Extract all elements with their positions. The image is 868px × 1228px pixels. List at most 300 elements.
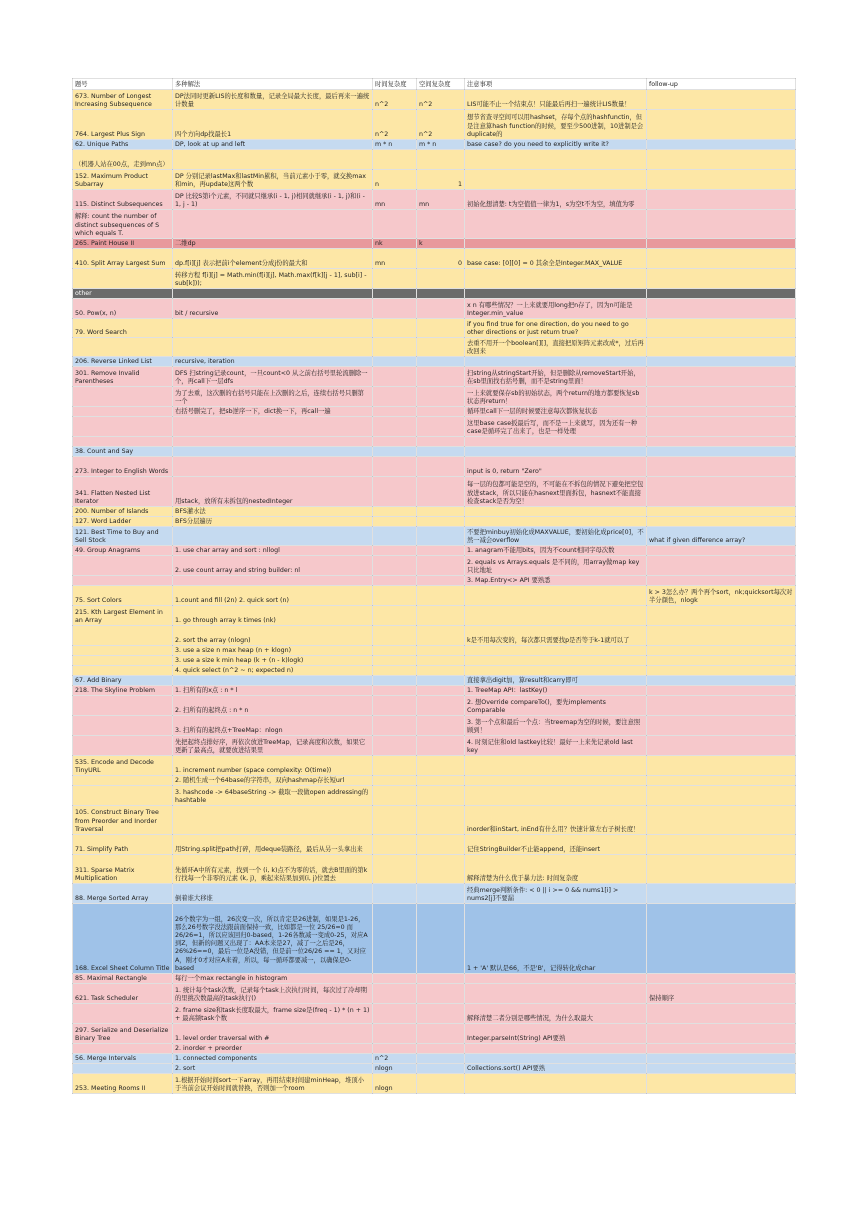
- cell-space-complexity: n^2: [417, 90, 465, 110]
- cell-notes: [465, 150, 647, 170]
- cell-notes: 循环里call下一层的时候要注意每次都恢复状态: [465, 407, 647, 417]
- header-cell-time: 时间复杂度: [373, 79, 417, 90]
- cell-follow-up: [647, 786, 796, 806]
- cell-space-complexity: [417, 387, 465, 407]
- cell-space-complexity: [417, 884, 465, 904]
- cell-problem: 50. Pow(x, n): [73, 299, 173, 319]
- cell-solution: 26个数字为一组，26次变一次，所以肯定是26进制，如果是1-26，那么26号数字没法跟前面保持一致，比如都是一位 25/26=0 而26/26=1，所以应该回归0-based，1-26各数减一变成0-25，对应A到Z，但新的问题又出现了：AA本来是27，减了一之后是26，26%26==0，最后一位是A没错，但是前一位26/26 == 1，又对应A，刚才0才对应A来着，所以，每一循环都要减一，以确保是0-based: [173, 904, 373, 974]
- table-row: [73, 736, 796, 756]
- table-row: [73, 686, 796, 696]
- cell-notes: Collections.sort() API要熟: [465, 1064, 647, 1074]
- cell-problem: [73, 716, 173, 736]
- cell-time-complexity: [373, 447, 417, 457]
- cell-notes: Integer.parseInt(String) API要熟: [465, 1024, 647, 1044]
- header-cell-notes: 注意事项: [465, 79, 647, 90]
- cell-follow-up: [647, 1064, 796, 1074]
- cell-solution: 2. sort: [173, 1064, 373, 1074]
- cell-problem: 127. Word Ladder: [73, 517, 173, 527]
- cell-solution: 2. sort the array (nlogn): [173, 626, 373, 646]
- cell-solution: BFS灌水法: [173, 507, 373, 517]
- cell-solution: 1. 统计每个task次数，记录每个task上次执行时间，每次过了冷却期的里挑次数最高的task执行(): [173, 984, 373, 1004]
- table-row: [73, 269, 796, 289]
- cell-time-complexity: [373, 1024, 417, 1044]
- header-cell-problem: 题号: [73, 79, 173, 90]
- cell-solution: [173, 676, 373, 686]
- cell-time-complexity: mn: [373, 190, 417, 210]
- table-row: [73, 666, 796, 676]
- cell-space-complexity: m * n: [417, 140, 465, 150]
- cell-follow-up: [647, 835, 796, 855]
- cell-time-complexity: m * n: [373, 140, 417, 150]
- cell-problem: [73, 576, 173, 586]
- cell-space-complexity: [417, 517, 465, 527]
- cell-problem: 38. Count and Say: [73, 447, 173, 457]
- cell-solution: 2. 随机生成一个64base的字符串，双向hashmap存长短url: [173, 776, 373, 786]
- cell-time-complexity: [373, 457, 417, 477]
- cell-solution: 3. use a size n max heap (n + klogn): [173, 646, 373, 656]
- cell-time-complexity: [373, 507, 417, 517]
- cell-time-complexity: [373, 546, 417, 556]
- cell-space-complexity: [417, 646, 465, 656]
- table-row: [73, 756, 796, 776]
- table-row: [73, 150, 796, 170]
- cell-solution: 3. hashcode -> 64baseString -> 截取一段做open addressing的hashtable: [173, 786, 373, 806]
- cell-problem: 200. Number of Islands: [73, 507, 173, 517]
- cell-solution: 2. inorder + preorder: [173, 1044, 373, 1054]
- cell-time-complexity: [373, 417, 417, 437]
- cell-follow-up: [647, 696, 796, 716]
- cell-notes: LIS可能不止一个结束点！只能最后再扫一遍统计LIS数量！: [465, 90, 647, 110]
- cell-notes: [465, 357, 647, 367]
- cell-follow-up: [647, 140, 796, 150]
- cell-notes: 3. 第一个点和最后一个点：当treemap为空的时候，要注意照顾到！: [465, 716, 647, 736]
- cell-notes: 这里base case扳最后写，而不是一上来就写，因为还有一种case是循环完了出来了，也是一样处理: [465, 417, 647, 437]
- cell-space-complexity: [417, 984, 465, 1004]
- cell-solution: 倒着谁大移谁: [173, 884, 373, 904]
- cell-follow-up: [647, 716, 796, 736]
- cell-notes: 3. Map.Entry<> API 要熟悉: [465, 576, 647, 586]
- cell-space-complexity: [417, 507, 465, 517]
- cell-notes: [465, 984, 647, 1004]
- cell-problem: [73, 1004, 173, 1024]
- cell-time-complexity: [373, 150, 417, 170]
- cell-notes: [465, 974, 647, 984]
- table-row: [73, 676, 796, 686]
- cell-solution: [173, 289, 373, 299]
- cell-space-complexity: [417, 606, 465, 626]
- cell-solution: 二维dp: [173, 239, 373, 249]
- cell-space-complexity: [417, 319, 465, 338]
- cell-follow-up: [647, 190, 796, 210]
- cell-space-complexity: [417, 457, 465, 477]
- cell-problem: 168. Excel Sheet Column Title: [73, 904, 173, 974]
- cell-problem: 297. Serialize and Deserialize Binary Tree: [73, 1024, 173, 1044]
- cell-problem: [73, 776, 173, 786]
- cell-problem: 215. Kth Largest Element in an Array: [73, 606, 173, 626]
- cell-time-complexity: nlogn: [373, 1074, 417, 1094]
- table-row: [73, 1054, 796, 1064]
- cell-follow-up: [647, 806, 796, 835]
- cell-time-complexity: [373, 716, 417, 736]
- cell-space-complexity: [417, 1064, 465, 1074]
- cell-problem: [73, 556, 173, 576]
- table-row: [73, 517, 796, 527]
- notes-table: [72, 78, 796, 1094]
- cell-solution: [173, 338, 373, 357]
- table-row: [73, 90, 796, 110]
- cell-time-complexity: [373, 776, 417, 786]
- cell-notes: [465, 1044, 647, 1054]
- table-row: [73, 556, 796, 576]
- cell-problem: 621. Task Scheduler: [73, 984, 173, 1004]
- cell-follow-up: k > 3怎么办？两个再个sort，nk;quicksort每次对半分颜色，nlogk: [647, 586, 796, 606]
- cell-problem: 206. Reverse Linked List: [73, 357, 173, 367]
- cell-notes: 1. anagram不能用bits，因为不count相同字母次数: [465, 546, 647, 556]
- cell-follow-up: 保持顺序: [647, 984, 796, 1004]
- cell-problem: [73, 1064, 173, 1074]
- cell-space-complexity: [417, 527, 465, 546]
- cell-time-complexity: [373, 338, 417, 357]
- cell-solution: [173, 806, 373, 835]
- cell-solution: 2. 扫所有的起终点 : n * n: [173, 696, 373, 716]
- cell-notes: [465, 776, 647, 786]
- cell-solution: [173, 527, 373, 546]
- table-row: [73, 249, 796, 269]
- table-row: [73, 299, 796, 319]
- cell-problem: 253. Meeting Rooms II: [73, 1074, 173, 1094]
- table-row: [73, 855, 796, 884]
- cell-follow-up: [647, 367, 796, 387]
- cell-notes: 去重不用开一个boolean[][]，直接把原矩阵元素改成*，过后再改回来: [465, 338, 647, 357]
- cell-problem: [73, 786, 173, 806]
- cell-notes: [465, 269, 647, 289]
- cell-space-complexity: [417, 357, 465, 367]
- table-row: [73, 576, 796, 586]
- cell-space-complexity: 1: [417, 170, 465, 190]
- cell-solution: [173, 457, 373, 477]
- cell-notes: x n 有哪些情况？一上来就要用long把n存了，因为n可能是Integer.min_value: [465, 299, 647, 319]
- cell-notes: [465, 517, 647, 527]
- cell-problem: 67. Add Binary: [73, 676, 173, 686]
- cell-problem: 218. The Skyline Problem: [73, 686, 173, 696]
- cell-space-complexity: [417, 447, 465, 457]
- cell-space-complexity: [417, 666, 465, 676]
- cell-time-complexity: [373, 517, 417, 527]
- table-row: [73, 884, 796, 904]
- cell-follow-up: [647, 437, 796, 447]
- table-row: [73, 140, 796, 150]
- cell-notes: 直接拿出digit加，算result和carry即可: [465, 676, 647, 686]
- cell-space-complexity: [417, 289, 465, 299]
- table-body: [73, 79, 796, 1094]
- cell-solution: 3. use a size k min heap (k + (n - k)logk): [173, 656, 373, 666]
- table-row: [73, 170, 796, 190]
- table-row: [73, 656, 796, 666]
- cell-time-complexity: [373, 357, 417, 367]
- cell-notes: 1. TreeMap API：lastKey(): [465, 686, 647, 696]
- table-row: [73, 407, 796, 417]
- cell-follow-up: [647, 676, 796, 686]
- cell-notes: k是不用每次变的，每次都只需要找p是否等于k-1就可以了: [465, 626, 647, 646]
- cell-notes: 不要把minbuy初始化成MAXVALUE，要初始化成price[0]，不然一减会overflow: [465, 527, 647, 546]
- cell-time-complexity: n^2: [373, 110, 417, 140]
- table-row: [73, 507, 796, 517]
- cell-time-complexity: nk: [373, 239, 417, 249]
- cell-follow-up: [647, 736, 796, 756]
- cell-space-complexity: [417, 477, 465, 507]
- table-row: [73, 1044, 796, 1054]
- cell-time-complexity: [373, 884, 417, 904]
- cell-problem: 解释: count the number of distinct subsequences of S which equals T.: [73, 210, 173, 239]
- cell-solution: [173, 210, 373, 239]
- cell-solution: [173, 150, 373, 170]
- cell-problem: 49. Group Anagrams: [73, 546, 173, 556]
- cell-time-complexity: [373, 606, 417, 626]
- table-row: [73, 1024, 796, 1044]
- cell-time-complexity: [373, 586, 417, 606]
- cell-follow-up: [647, 90, 796, 110]
- cell-notes: [465, 170, 647, 190]
- cell-notes: [465, 756, 647, 776]
- header-cell-followup: follow-up: [647, 79, 796, 90]
- cell-follow-up: [647, 576, 796, 586]
- cell-time-complexity: [373, 1044, 417, 1054]
- cell-notes: [465, 786, 647, 806]
- cell-follow-up: [647, 626, 796, 646]
- cell-solution: 3. 扫所有的起终点+TreeMap：nlogn: [173, 716, 373, 736]
- cell-space-complexity: [417, 786, 465, 806]
- cell-time-complexity: nlogn: [373, 1064, 417, 1074]
- cell-notes: 1 + 'A' 默认是66，不是'B'，记得转化成char: [465, 904, 647, 974]
- cell-notes: [465, 210, 647, 239]
- cell-problem: [73, 417, 173, 437]
- cell-follow-up: [647, 776, 796, 786]
- table-row: [73, 974, 796, 984]
- cell-time-complexity: [373, 1004, 417, 1024]
- cell-follow-up: [647, 249, 796, 269]
- cell-notes: 想节省查寻空间可以用hashset，存每个点的hashfunctin，但是注意算hash function的时候，要至少500进制，10进制是会duplicate的: [465, 110, 647, 140]
- cell-space-complexity: [417, 756, 465, 776]
- cell-solution: 每行一个max rectangle in histogram: [173, 974, 373, 984]
- table-row: [73, 776, 796, 786]
- cell-space-complexity: [417, 1054, 465, 1064]
- cell-notes: [465, 289, 647, 299]
- cell-solution: 四个方向dp找最长1: [173, 110, 373, 140]
- cell-problem: [73, 338, 173, 357]
- cell-notes: if you find true for one direction, do you need to go other directions or just return true?: [465, 319, 647, 338]
- cell-follow-up: [647, 884, 796, 904]
- cell-follow-up: [647, 239, 796, 249]
- spreadsheet: [72, 78, 795, 1094]
- cell-problem: 121. Best Time to Buy and Sell Stock: [73, 527, 173, 546]
- cell-follow-up: [647, 407, 796, 417]
- table-row: [73, 110, 796, 140]
- cell-problem: 265. Paint House II: [73, 239, 173, 249]
- cell-follow-up: [647, 110, 796, 140]
- cell-problem: [73, 626, 173, 646]
- table-row: [73, 835, 796, 855]
- cell-solution: 为了去重，这次删的右括号只能在上次删的之后，连续右括号只删第一个: [173, 387, 373, 407]
- cell-notes: [465, 437, 647, 447]
- cell-problem: other: [73, 289, 173, 299]
- cell-notes: 扫string从stringStart开始，但是删除从removeStart开始，在sb里面找右括号删，而不是string里面！: [465, 367, 647, 387]
- cell-solution: bit / recursive: [173, 299, 373, 319]
- cell-solution: 1.根据开始时间sort一下array，再用结束时间建minHeap，堆顶小于当前会议开始时间就替换，否则加一个room: [173, 1074, 373, 1094]
- header-cell-solutions: 多种解法: [173, 79, 373, 90]
- cell-space-complexity: [417, 150, 465, 170]
- cell-problem: [73, 656, 173, 666]
- table-row: [73, 319, 796, 338]
- cell-notes: 2. equals vs Arrays.equals 是不同的，用array做map key只比地址: [465, 556, 647, 576]
- table-row: [73, 984, 796, 1004]
- cell-notes: 4. 时刻记住和old lastkey比较！最好一上来先记录old last key: [465, 736, 647, 756]
- cell-problem: 56. Merge Intervals: [73, 1054, 173, 1064]
- cell-solution: 先把起终点排好序，再依次放进TreeMap，记录高度和次数，如果它更新了最高点，就要放进结果里: [173, 736, 373, 756]
- cell-notes: [465, 1054, 647, 1064]
- cell-follow-up: [647, 477, 796, 507]
- cell-time-complexity: [373, 835, 417, 855]
- table-row: [73, 646, 796, 656]
- cell-time-complexity: [373, 656, 417, 666]
- cell-time-complexity: [373, 437, 417, 447]
- cell-notes: 初始化想清楚: t为空值值一律为1，s为空t不为空，填值为零: [465, 190, 647, 210]
- cell-time-complexity: [373, 367, 417, 387]
- cell-space-complexity: [417, 626, 465, 646]
- cell-notes: [465, 447, 647, 457]
- cell-solution: 1. 扫所有的x点 : n * l: [173, 686, 373, 696]
- table-row: [73, 606, 796, 626]
- table-row: [73, 457, 796, 477]
- cell-time-complexity: [373, 904, 417, 974]
- cell-space-complexity: k: [417, 239, 465, 249]
- cell-time-complexity: [373, 786, 417, 806]
- cell-follow-up: what if given difference array?: [647, 527, 796, 546]
- cell-space-complexity: [417, 269, 465, 289]
- cell-solution: DP 分别记录lastMax和lastMin累积，当前元素小于零，就交换max和min，再update这两个数: [173, 170, 373, 190]
- cell-space-complexity: [417, 855, 465, 884]
- cell-solution: DP法同时更新LIS的长度和数量，记录全局最大长度，最后再来一遍统计数量: [173, 90, 373, 110]
- cell-space-complexity: [417, 716, 465, 736]
- cell-solution: 用String.split把path打碎，用deque装路径，最后从另一头拿出来: [173, 835, 373, 855]
- cell-follow-up: [647, 756, 796, 776]
- cell-space-complexity: [417, 210, 465, 239]
- cell-time-complexity: [373, 666, 417, 676]
- cell-follow-up: [647, 606, 796, 626]
- cell-space-complexity: [417, 686, 465, 696]
- cell-problem: 764. Largest Plus Sign: [73, 110, 173, 140]
- cell-problem: 88. Merge Sorted Array: [73, 884, 173, 904]
- cell-problem: 152. Maximum Product Subarray: [73, 170, 173, 190]
- cell-problem: （机器人站在00点，走到mn点）: [73, 150, 173, 170]
- cell-space-complexity: 0: [417, 249, 465, 269]
- cell-follow-up: [647, 417, 796, 437]
- cell-space-complexity: [417, 1074, 465, 1094]
- cell-time-complexity: [373, 210, 417, 239]
- cell-notes: 解释清楚为什么优于暴力法: 时间复杂度: [465, 855, 647, 884]
- header-row: [73, 79, 796, 90]
- cell-time-complexity: [373, 696, 417, 716]
- cell-space-complexity: [417, 806, 465, 835]
- cell-time-complexity: [373, 626, 417, 646]
- cell-space-complexity: [417, 676, 465, 686]
- cell-time-complexity: [373, 736, 417, 756]
- cell-follow-up: [647, 656, 796, 666]
- cell-problem: 311. Sparse Matrix Multiplication: [73, 855, 173, 884]
- cell-time-complexity: [373, 299, 417, 319]
- cell-problem: 85. Maximal Rectangle: [73, 974, 173, 984]
- cell-space-complexity: [417, 974, 465, 984]
- cell-solution: [173, 417, 373, 437]
- cell-follow-up: [647, 299, 796, 319]
- cell-time-complexity: [373, 477, 417, 507]
- cell-notes: [465, 586, 647, 606]
- table-row: [73, 546, 796, 556]
- cell-follow-up: [647, 974, 796, 984]
- cell-time-complexity: [373, 289, 417, 299]
- cell-solution: 1. go through array k times (nk): [173, 606, 373, 626]
- cell-problem: [73, 646, 173, 656]
- table-row: [73, 357, 796, 367]
- table-row: [73, 210, 796, 239]
- cell-follow-up: [647, 1074, 796, 1094]
- cell-problem: 105. Construct Binary Tree from Preorder and Inorder Traversal: [73, 806, 173, 835]
- cell-time-complexity: n^2: [373, 90, 417, 110]
- cell-follow-up: [647, 556, 796, 576]
- table-row: [73, 437, 796, 447]
- cell-space-complexity: [417, 556, 465, 576]
- cell-time-complexity: [373, 855, 417, 884]
- table-row: [73, 447, 796, 457]
- table-row: [73, 338, 796, 357]
- cell-notes: [465, 606, 647, 626]
- cell-space-complexity: [417, 338, 465, 357]
- cell-space-complexity: [417, 1004, 465, 1024]
- cell-time-complexity: [373, 407, 417, 417]
- cell-problem: [73, 736, 173, 756]
- cell-follow-up: [647, 289, 796, 299]
- cell-problem: [73, 1044, 173, 1054]
- cell-problem: [73, 269, 173, 289]
- cell-notes: input is 0, return "Zero": [465, 457, 647, 477]
- cell-solution: 2. use count array and string builder: nl: [173, 556, 373, 576]
- cell-problem: 341. Flatten Nested List Iterator: [73, 477, 173, 507]
- cell-time-complexity: [373, 269, 417, 289]
- table-row: [73, 806, 796, 835]
- cell-follow-up: [647, 686, 796, 696]
- cell-time-complexity: [373, 974, 417, 984]
- cell-follow-up: [647, 150, 796, 170]
- cell-time-complexity: [373, 686, 417, 696]
- cell-follow-up: [647, 646, 796, 656]
- table-row: [73, 239, 796, 249]
- cell-notes: [465, 666, 647, 676]
- cell-solution: DP 比较S第i个元素，不同就只继承(i - 1, j)相同就继承(i - 1, j)和(i - 1, j - 1): [173, 190, 373, 210]
- cell-space-complexity: [417, 299, 465, 319]
- table-row: [73, 417, 796, 437]
- table-row: [73, 696, 796, 716]
- cell-notes: 每一层的包都可能是空的，不可能在不拆包的情况下避免把空包放进stack，所以只能在hasnext里面拆包，hasnext不能直接检查stack是否为空！: [465, 477, 647, 507]
- cell-solution: 2. frame size和task长度取最大，frame size是(freq - 1) * (n + 1) + 最高频task个数: [173, 1004, 373, 1024]
- cell-solution: [173, 437, 373, 447]
- cell-problem: 79. Word Search: [73, 319, 173, 338]
- cell-notes: 记住StringBuilder不止能append，还能insert: [465, 835, 647, 855]
- cell-space-complexity: [417, 696, 465, 716]
- cell-solution: [173, 319, 373, 338]
- cell-problem: [73, 387, 173, 407]
- cell-follow-up: [647, 170, 796, 190]
- cell-time-complexity: [373, 984, 417, 1004]
- cell-time-complexity: [373, 756, 417, 776]
